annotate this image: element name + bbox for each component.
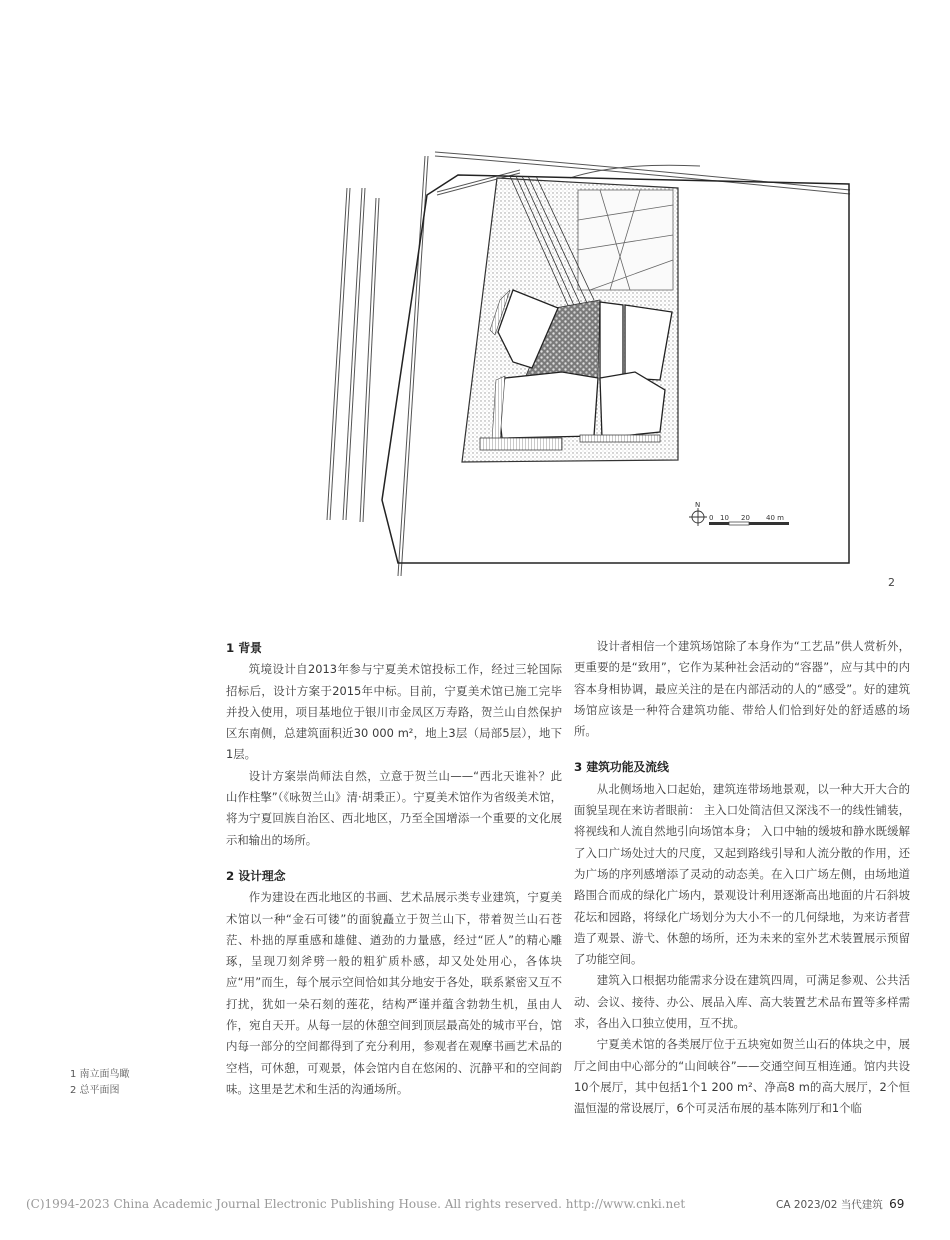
section-3-paragraph-1: 从北侧场地入口起始，建筑连带场地景观，以一种大开大合的面貌呈现在来访者眼前： 主入口处简洁但又深浅不一的线性铺装，将视线和人流自然地引向场馆本身； 入口中轴的缓坡和静水既缓解了入口广场处过大的尺度，又起到路线引导和人流分散的作用，还为广场的序列感增添了灵动的动态美。在入口广场左侧，由场地道路围合而成的绿化广场内，景观设计利用逐渐高出地面的片石斜坡花坛和园路，将绿化广场划分为大小不一的几何绿地，为来访者营造了观景、游弋、休憩的场所，还为未来的室外艺术装置展示预留了功能空间。 (574, 781, 910, 967)
caption-2: 2 总平面图 (70, 1085, 120, 1096)
section-3-paragraph-3: 宁夏美术馆的各类展厅位于五块宛如贺兰山石的体块之中，展厅之间由中心部分的“山间峡谷”——交通空间互相连通。馆内共设10个展厅，其中包括1个1 200 m²、净高8 m的高大展厅，2个恒温恒湿的常设展厅，6个可灵活布展的基本陈列厅和1个临 (574, 1037, 910, 1116)
left-column (226, 638, 562, 1100)
section-2-paragraph-1: 作为建设在西北地区的书画、艺术品展示类专业建筑，宁夏美术馆以一种“金石可镂”的面貌矗立于贺兰山下，带着贺兰山石苍茫、朴拙的厚重感和雄健、遒劲的力量感，经过“匠人”的精心雕琢，呈现刀刻斧劈一般的粗犷质朴感，却又处处用心，各体块应“用”而生，每个展示空间恰如其分地安于各处，联系紧密又互不打扰，犹如一朵石刻的莲花，结构严谨并蕴含勃勃生机，虽由人作，宛自天开。从每一层的休憩空间到顶层最高处的城市平台，馆内每一部分的空间都得到了充分利用，参观者在观摩书画艺术品的空档，可休憩，可观景，体会馆内自在悠闲的、沉静平和的空间韵味。这里是艺术和生活的沟通场所。 (226, 890, 562, 1096)
scale-label-0: 0 (709, 514, 714, 522)
section-3-paragraph-2: 建筑入口根据功能需求分设在建筑四周，可满足参观、公共活动、会议、接待、办公、展品入库、高大装置艺术品布置等多样需求，各出入口独立使用，互不扰。 (574, 973, 910, 1031)
section-1-paragraph-1: 筑境设计自2013年参与宁夏美术馆投标工作，经过三轮国际招标后，设计方案于2015年中标。目前，宁夏美术馆已施工完毕并投入使用，项目基地位于银川市金凤区万寿路，贺兰山自然保护区东南侧，总建筑面积近30 000 m²，地上3层（局部5层），地下1层。 (226, 662, 562, 762)
figure-captions (70, 1067, 130, 1099)
scale-label-20: 20 (741, 514, 750, 522)
caption-1: 1 南立面鸟瞰 (70, 1069, 130, 1080)
journal-footer (776, 1197, 904, 1212)
scale-label-40: 40 m (766, 514, 784, 522)
scale-label-10: 10 (720, 514, 729, 522)
section-2-heading: 2 设计理念 (226, 868, 286, 883)
right-column (574, 636, 910, 1120)
scale-bar (709, 522, 789, 525)
north-arrow (689, 508, 707, 526)
right-intro-paragraph: 设计者相信一个建筑场馆除了本身作为“工艺品”供人赏析外，更重要的是“致用”，它作为某种社会活动的“容器”，应与其中的内容本身相协调，最应关注的是在内部活动的人的“感受”。好的建筑场馆应该是一种符合建筑功能、带给人们恰到好处的舒适感的场所。 (574, 639, 910, 739)
green-plaza (578, 190, 673, 290)
journal-info: CA 2023/02 当代建筑 (776, 1199, 883, 1211)
site-plan-drawing (300, 140, 870, 580)
section-3-heading: 3 建筑功能及流线 (574, 760, 669, 775)
figure-number: 2 (888, 576, 895, 589)
section-1-paragraph-2: 设计方案崇尚师法自然，立意于贺兰山——“西北天谁补？此山作柱擎”（《咏贺兰山》清·胡秉正）。宁夏美术馆作为省级美术馆，将为宁夏回族自治区、西北地区，乃至全国增添一个重要的文化展示和输出的场所。 (226, 768, 562, 847)
copyright-notice: (C)1994-2023 China Academic Journal Electronic Publishing House. All rights reserved. http://www.cnki.net (26, 1197, 686, 1211)
page-number: 69 (889, 1197, 905, 1211)
north-label: N (695, 501, 701, 509)
section-1-heading: 1 背景 (226, 641, 262, 655)
